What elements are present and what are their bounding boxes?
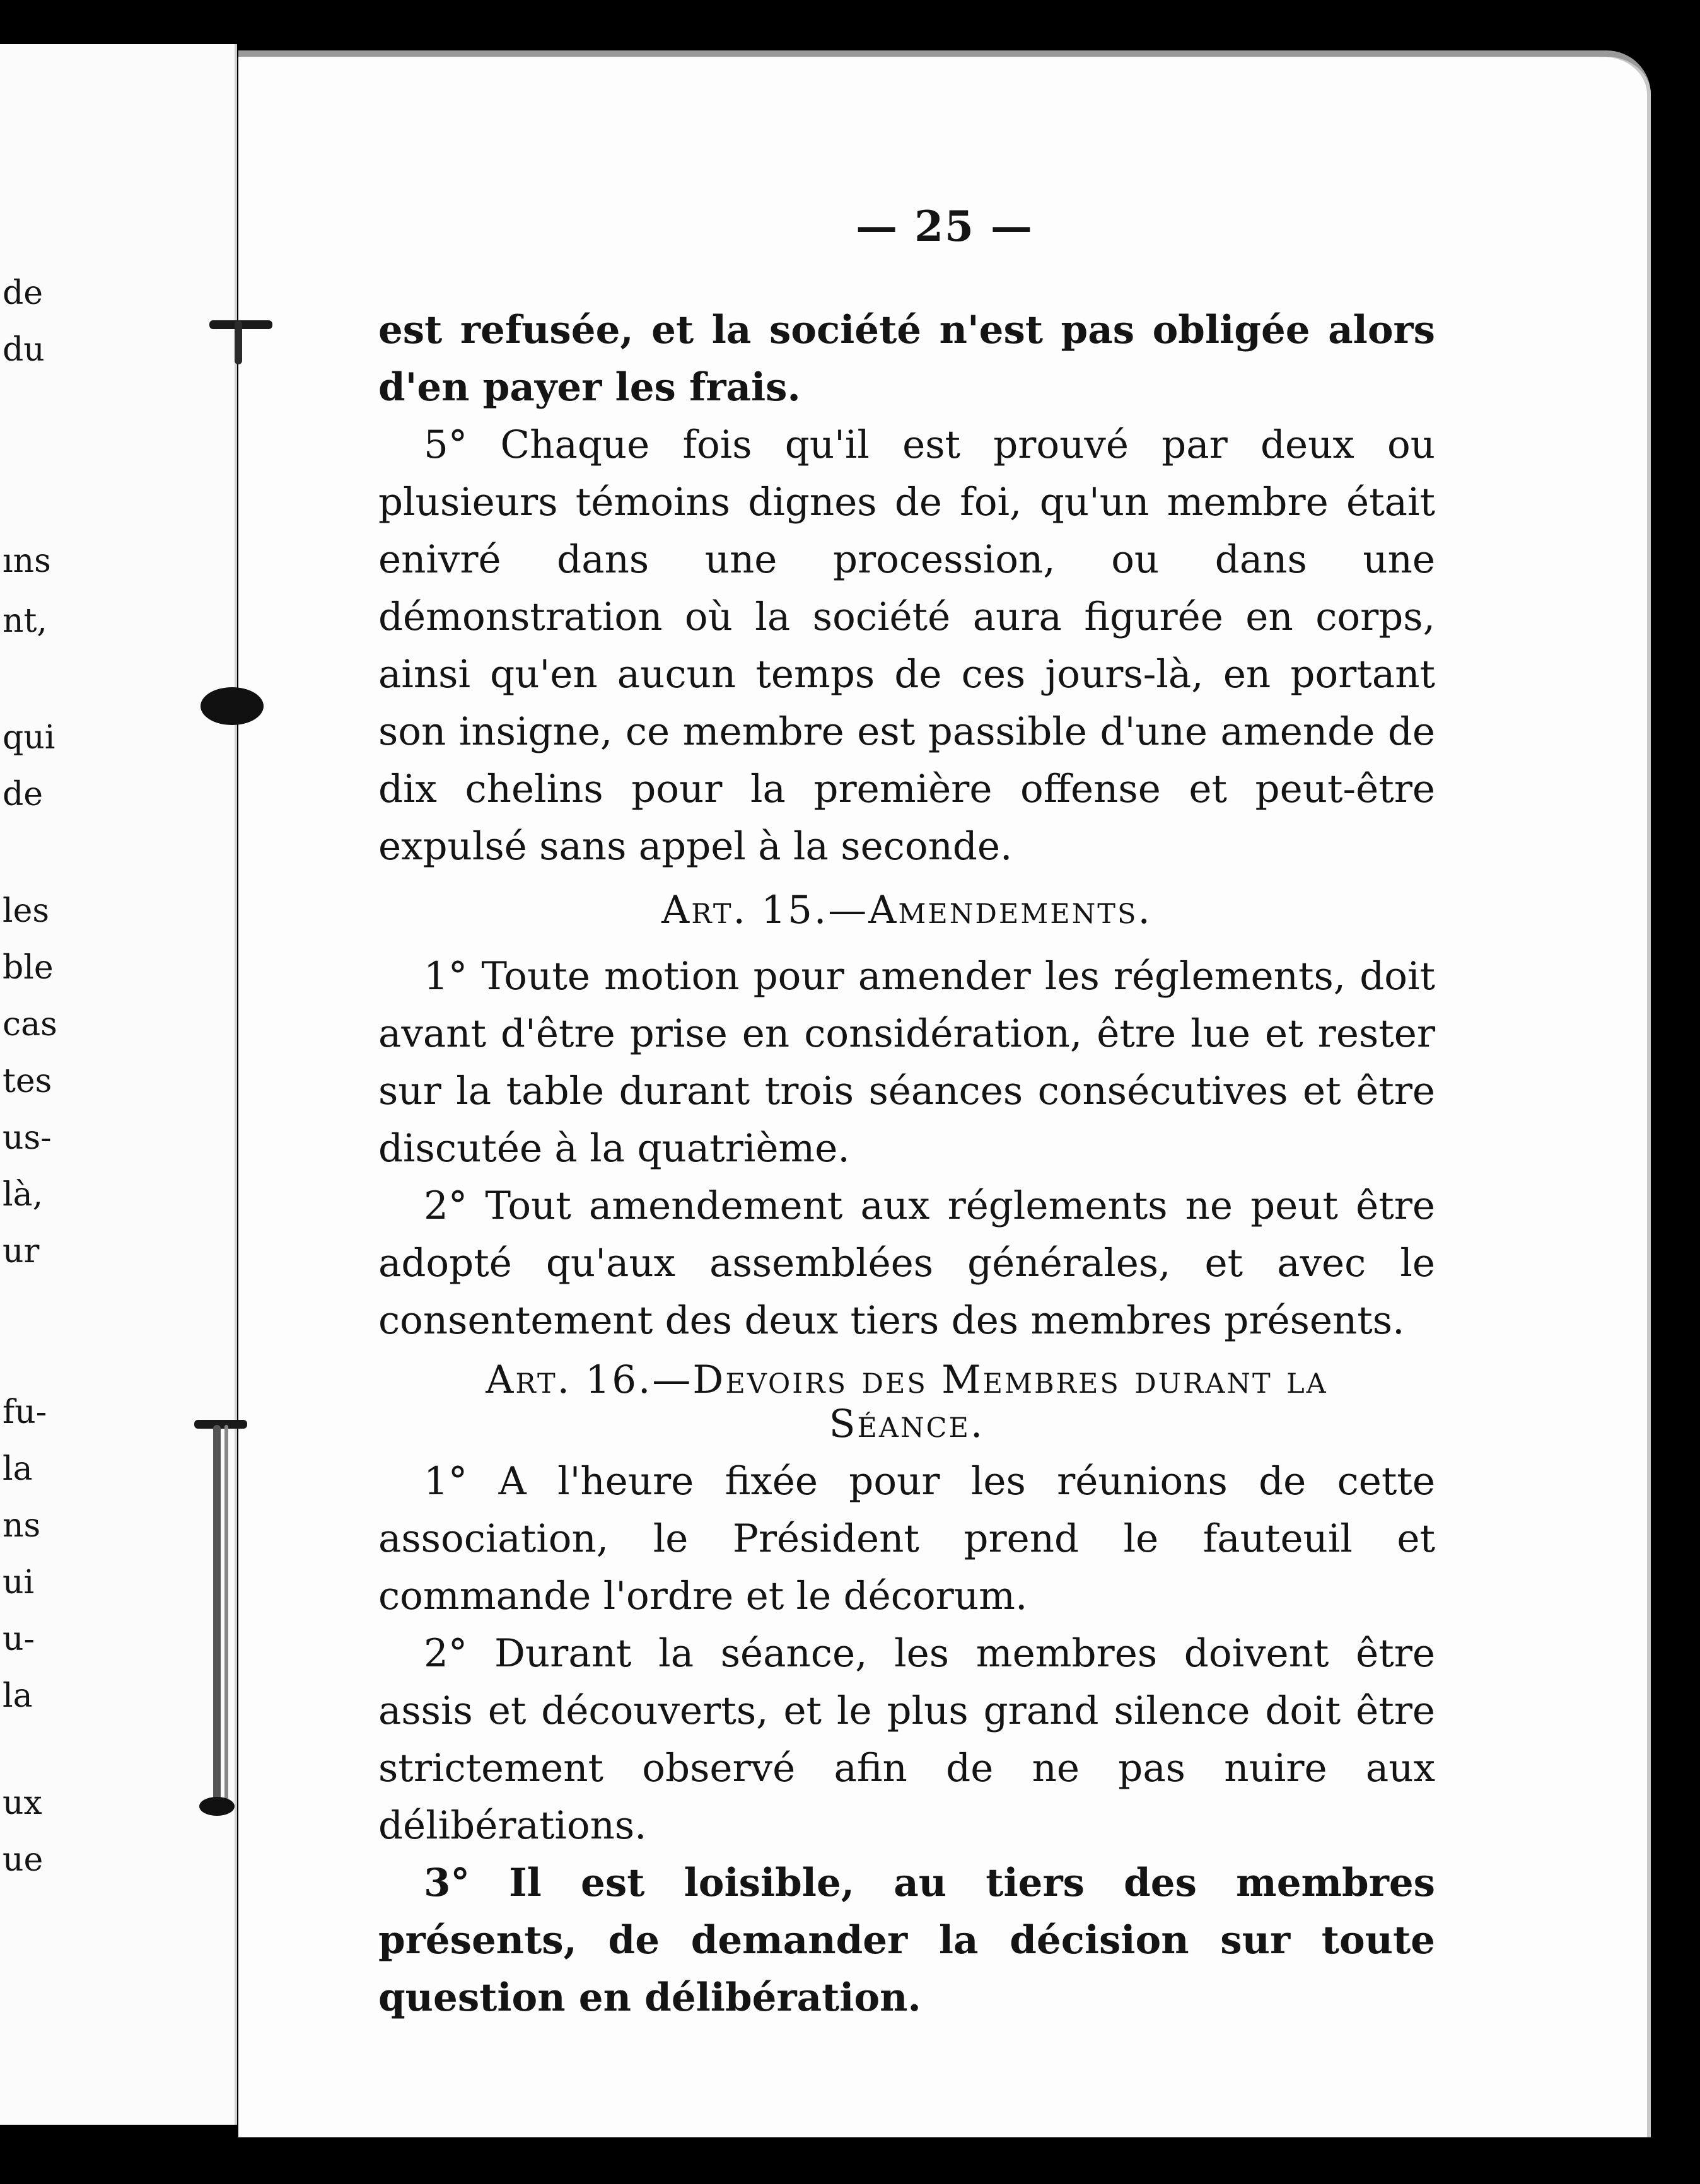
paragraph-5: 5° Chaque fois qu'il est prouvé par deux ou plusieurs témoins dignes de foi, qu'un membre était enivré dans une procession, ou dans une démonstration où la société aura figurée en corps, ainsi qu'en aucun temps de ces jours-là, en portant son insigne, ce membre est passible d'une amende de dix chelins pour la première offense et peut-être expulsé sans appel à la seconde. xyxy=(378,422,1435,869)
book-page xyxy=(238,50,1651,2137)
left-page-fragment: ıns xyxy=(3,542,51,580)
binding-stitch xyxy=(194,1420,247,1429)
page-body xyxy=(378,301,1435,2026)
article-16-heading-line-2: Séance. xyxy=(829,1402,985,1446)
left-page-fragment: la xyxy=(3,1677,33,1715)
left-page-fragment: fu- xyxy=(3,1393,47,1431)
left-page-fragment: la xyxy=(3,1450,33,1488)
binding-thread xyxy=(213,1425,221,1803)
binding-thread xyxy=(224,1425,228,1803)
left-page-fragment: les xyxy=(3,892,50,930)
binding-knot xyxy=(199,1797,235,1816)
article-15-heading: Art. 15.—Amendements. xyxy=(661,888,1152,932)
page-number: — 25 — xyxy=(856,202,1033,251)
article-15-paragraph-2: 2° Tout amendement aux réglements ne peut être adopté qu'aux assemblées générales, et avec le consentement des deux tiers des membres présents. xyxy=(378,1183,1435,1343)
left-page-edge xyxy=(0,44,237,2125)
article-16-heading-line-1: Art. 16.—Devoirs des Membres durant la xyxy=(486,1357,1328,1402)
article-16-paragraph-3: 3° Il est loisible, au tiers des membres présents, de demander la décision sur toute question en délibération. xyxy=(378,1861,1435,2020)
left-page-fragment: de xyxy=(3,274,44,312)
article-16-paragraph-2: 2° Durant la séance, les membres doivent être assis et découverts, et le plus grand silence doit être strictement observé afin de ne pas nuire aux délibérations. xyxy=(378,1631,1435,1848)
left-page-fragment: là, xyxy=(3,1176,44,1214)
left-page-fragment: us- xyxy=(3,1119,52,1157)
article-16-heading xyxy=(378,1358,1435,1446)
left-page-fragment: nt, xyxy=(3,602,47,640)
left-page-fragment: ble xyxy=(3,949,54,987)
article-16-paragraph-1: 1° A l'heure fixée pour les réunions de cette association, le Président prend le fauteuil et commande l'ordre et le décorum. xyxy=(378,1459,1435,1618)
left-page-fragment: ue xyxy=(3,1841,44,1879)
binding-knot xyxy=(201,687,264,725)
left-page-fragment: tes xyxy=(3,1062,52,1100)
left-page-fragment: ui xyxy=(3,1564,35,1601)
left-page-fragment: ux xyxy=(3,1784,42,1822)
article-15-paragraph-1: 1° Toute motion pour amender les réglements, doit avant d'être prise en considération, être lue et rester sur la table durant trois séances consécutives et être discutée à la quatrième. xyxy=(378,954,1435,1171)
paragraph-continuation: est refusée, et la société n'est pas obligée alors d'en payer les frais. xyxy=(378,308,1435,410)
left-page-fragment: ur xyxy=(3,1233,40,1270)
left-page-fragment: qui xyxy=(3,719,55,757)
left-page-fragment: ns xyxy=(3,1507,41,1545)
left-page-fragment: de xyxy=(3,775,44,813)
binding-thread xyxy=(235,320,242,364)
left-page-fragment: u- xyxy=(3,1620,35,1658)
left-page-fragment: du xyxy=(3,331,45,369)
left-page-fragment: cas xyxy=(3,1006,57,1043)
